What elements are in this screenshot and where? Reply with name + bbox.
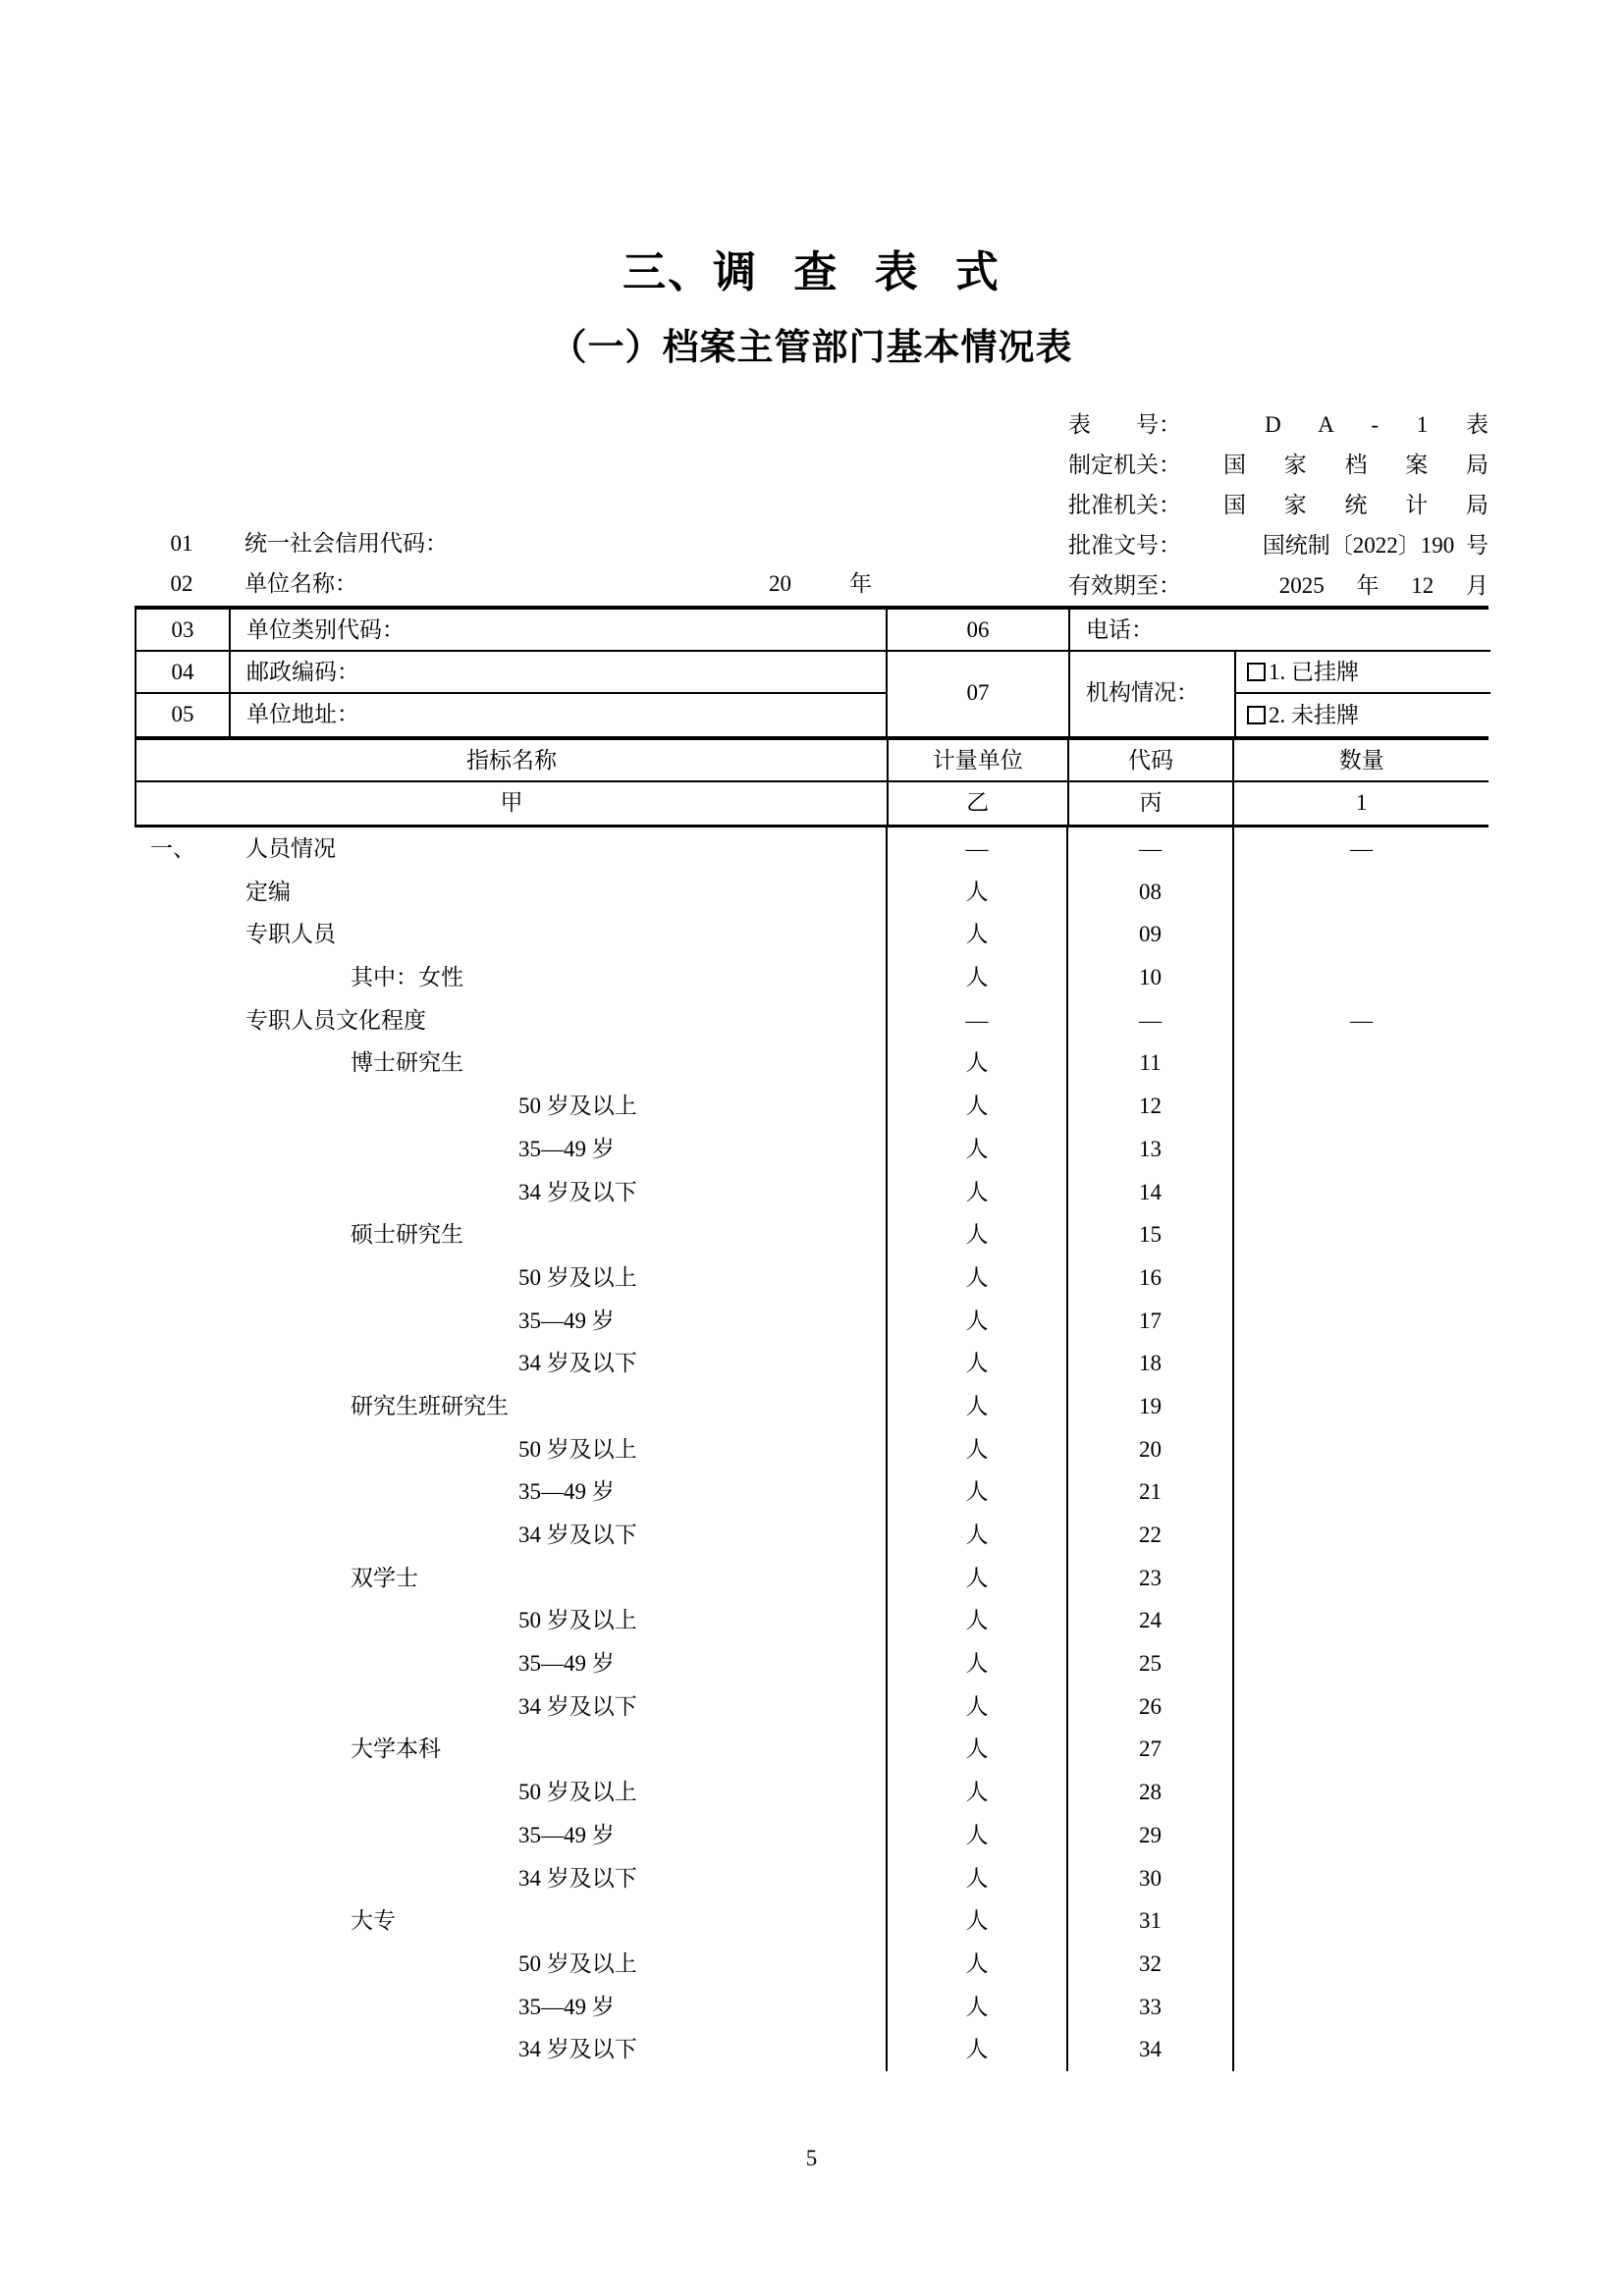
row-code: 17 [1068,1300,1234,1343]
row-quantity [1234,1428,1489,1471]
row-quantity [1234,1128,1489,1171]
row-unit: 人 [886,1041,1068,1085]
row-quantity [1234,1385,1489,1428]
row-unit: 人 [886,1857,1068,1900]
row-quantity [1234,1986,1489,2029]
postal-code-label: 邮政编码： [231,652,888,694]
row-quantity [1234,1685,1489,1729]
row-indicator-name: 人员情况 [245,836,336,861]
table-row [135,999,1489,1042]
row-code: 25 [1068,1642,1234,1685]
row-code: 23 [1068,1557,1234,1600]
row-indicator-name: 35—49 岁 [518,1308,615,1333]
main-table-header [135,740,1489,828]
row-quantity: — [1350,836,1373,861]
meta-line-approval-document [1068,525,1489,565]
column-header-quantity: 数量 [1338,748,1384,773]
row-indicator-name: 35—49 岁 [518,1136,615,1161]
field-row-01 [135,523,448,563]
table-row [135,1986,1489,2029]
table-row [135,2028,1489,2071]
row-code: 11 [1068,1041,1234,1085]
meta-label: 制定机关： [1068,453,1181,477]
row-unit: 人 [886,1599,1068,1642]
row-indicator-name: 34 岁及以下 [518,1693,637,1719]
field-number: 06 [888,610,1070,652]
row-quantity [1234,1899,1489,1943]
row-unit: 人 [886,1428,1068,1471]
table-row [135,1557,1489,1600]
subheader-yi: 乙 [887,782,1069,825]
row-code: — [1068,999,1234,1042]
pre-table-zone [135,404,1489,606]
table-row [135,1213,1489,1256]
page-title: 三、调 查 表 式 [623,248,1001,296]
meta-value: 国 家 档 案 局 [1223,453,1489,477]
row-unit: 人 [886,2028,1068,2071]
field-number: 01 [170,531,193,556]
row-unit: 人 [886,1685,1068,1729]
row-quantity [1234,913,1489,956]
field-number: 03 [136,610,231,652]
row-code: 27 [1068,1728,1234,1771]
subheader-1: 1 [1355,790,1368,815]
row-code: 13 [1068,1128,1234,1171]
row-code: — [1068,828,1234,871]
row-indicator-name: 专职人员文化程度 [245,1007,426,1033]
row-code: 21 [1068,1470,1234,1514]
meta-label: 批准文号： [1068,533,1181,558]
row-quantity [1234,1041,1489,1085]
row-section-prefix: 一、 [150,836,195,861]
column-header-unit: 计量单位 [887,740,1069,780]
row-code: 29 [1068,1814,1234,1857]
table-row [135,1171,1489,1214]
field-row-02 [135,563,1489,604]
row-code: 22 [1068,1514,1234,1557]
row-quantity [1234,1557,1489,1600]
table-row [135,1728,1489,1771]
subheader-row [136,782,1489,825]
row-quantity [1234,1814,1489,1857]
table-row [135,871,1489,914]
table-row [135,1300,1489,1343]
meta-line-issuing-agency [1068,445,1489,485]
field-number: 04 [136,652,231,694]
row-quantity: — [1350,1007,1373,1033]
page-subtitle: （一）档案主管部门基本情况表 [550,327,1073,367]
row-indicator-name: 34 岁及以下 [518,1351,637,1376]
info-table [135,606,1489,740]
meta-value: D A - 1 表 [1265,412,1489,437]
meta-label: 有效期至： [1068,573,1181,598]
row-code: 20 [1068,1428,1234,1471]
row-quantity [1234,1470,1489,1514]
row-code: 10 [1068,956,1234,999]
table-row [135,1943,1489,1986]
year-prefix: 20 [769,571,791,596]
org-status-option-2 [1236,694,1490,736]
row-code: 28 [1068,1771,1234,1814]
row-code: 18 [1068,1342,1234,1385]
row-unit: 人 [886,1171,1068,1214]
meta-line-approving-agency [1068,485,1489,525]
row-unit: 人 [886,956,1068,999]
field-number: 05 [136,694,231,736]
row-indicator-name: 研究生班研究生 [351,1393,509,1418]
row-indicator-name: 50 岁及以上 [518,1608,637,1633]
row-code: 14 [1068,1171,1234,1214]
row-quantity [1234,871,1489,914]
row-unit: 人 [886,1557,1068,1600]
row-quantity [1234,1342,1489,1385]
table-row [135,1857,1489,1900]
row-code: 09 [1068,913,1234,956]
row-indicator-name: 大学本科 [351,1736,441,1762]
row-indicator-name: 35—49 岁 [518,1994,615,2019]
row-indicator-name: 35—49 岁 [518,1479,615,1505]
row-unit: 人 [886,1986,1068,2029]
org-status-option-1 [1236,652,1490,694]
meta-label: 批准机关： [1068,493,1181,517]
row-unit: 人 [886,1943,1068,1986]
table-row [135,1256,1489,1300]
checkbox-label: 2. 未挂牌 [1269,703,1359,727]
row-quantity [1234,1256,1489,1300]
meta-line-form-number [1068,404,1489,445]
row-indicator-name: 50 岁及以上 [518,1780,637,1805]
row-unit: 人 [886,1470,1068,1514]
year-suffix: 年 [849,571,872,596]
row-quantity [1234,1728,1489,1771]
row-indicator-name: 其中：女性 [351,965,463,990]
table-row [135,913,1489,956]
row-unit: 人 [886,1514,1068,1557]
row-code: 34 [1068,2028,1234,2071]
row-quantity [1234,1213,1489,1256]
row-unit: 人 [886,1085,1068,1128]
row-unit: 人 [886,1256,1068,1300]
row-unit: 人 [886,1300,1068,1343]
table-row [135,1428,1489,1471]
table-row [135,1342,1489,1385]
row-unit: 人 [886,1385,1068,1428]
unit-address-label: 单位地址： [231,694,888,736]
checkbox-icon [1247,706,1266,724]
row-indicator-name: 50 岁及以上 [518,1436,637,1462]
table-row [135,1514,1489,1557]
row-indicator-name: 35—49 岁 [518,1822,615,1847]
unit-category-code-label: 单位类别代码： [231,610,888,652]
row-quantity [1234,1642,1489,1685]
row-unit: — [886,828,1068,871]
row-indicator-name: 34 岁及以下 [518,1179,637,1204]
row-code: 31 [1068,1899,1234,1943]
page-number: 5 [805,2145,818,2170]
row-indicator-name: 34 岁及以下 [518,1865,637,1891]
row-quantity [1234,1514,1489,1557]
row-indicator-name: 34 岁及以下 [518,1522,637,1547]
unit-name-label: 单位名称： [244,571,357,596]
row-quantity [1234,1599,1489,1642]
row-quantity [1234,956,1489,999]
row-indicator-name: 大专 [351,1908,396,1934]
table-row [135,1642,1489,1685]
row-quantity [1234,2028,1489,2071]
row-quantity [1234,1943,1489,1986]
table-row [135,1814,1489,1857]
subheader-jia: 甲 [500,790,523,815]
row-code: 08 [1068,871,1234,914]
meta-value: 2025 年 12 月 [1278,573,1489,598]
header-row [136,740,1489,782]
row-quantity [1234,1771,1489,1814]
table-row [135,1771,1489,1814]
row-code: 15 [1068,1213,1234,1256]
row-unit: 人 [886,1342,1068,1385]
table-row [135,956,1489,999]
table-row [135,1685,1489,1729]
checkbox-icon [1247,663,1266,681]
credit-code-label: 统一社会信用代码： [244,531,448,556]
row-quantity [1234,1085,1489,1128]
row-indicator-name: 专职人员 [245,922,336,947]
subheader-bing: 丙 [1069,782,1235,825]
row-code: 16 [1068,1256,1234,1300]
table-row [135,828,1489,871]
org-status-label: 机构情况： [1070,652,1236,736]
row-unit: 人 [886,871,1068,914]
row-unit: 人 [886,1771,1068,1814]
row-unit: 人 [886,1814,1068,1857]
table-row [135,1085,1489,1128]
row-code: 33 [1068,1986,1234,2029]
row-indicator-name: 50 岁及以上 [518,1950,637,1976]
meta-label: 表 号： [1068,412,1181,437]
row-unit: 人 [886,1128,1068,1171]
table-row [135,1599,1489,1642]
table-row [135,1470,1489,1514]
row-indicator-name: 硕士研究生 [351,1222,463,1248]
row-unit: 人 [886,1899,1068,1943]
table-row [135,1899,1489,1943]
row-quantity [1234,1857,1489,1900]
row-unit: 人 [886,1213,1068,1256]
column-header-indicator: 指标名称 [465,748,557,773]
row-unit: 人 [886,913,1068,956]
row-code: 26 [1068,1685,1234,1729]
row-unit: 人 [886,1642,1068,1685]
row-unit: — [886,999,1068,1042]
table-row [135,1041,1489,1085]
column-header-code: 代码 [1069,740,1235,780]
main-table-rows [135,828,1489,2071]
field-number: 02 [170,571,193,596]
checkbox-label: 1. 已挂牌 [1269,660,1359,684]
row-indicator-name: 定编 [245,879,291,904]
row-indicator-name: 50 岁及以上 [518,1094,637,1119]
phone-label: 电话： [1070,610,1490,652]
row-indicator-name: 双学士 [351,1565,418,1590]
row-code: 24 [1068,1599,1234,1642]
field-number: 07 [888,652,1070,736]
row-indicator-name: 34 岁及以下 [518,2037,637,2062]
row-quantity [1234,1300,1489,1343]
row-code: 32 [1068,1943,1234,1986]
row-unit: 人 [886,1728,1068,1771]
row-indicator-name: 35—49 岁 [518,1651,615,1677]
table-row [135,1385,1489,1428]
row-indicator-name: 50 岁及以上 [518,1264,637,1290]
table-row [135,1128,1489,1171]
row-code: 30 [1068,1857,1234,1900]
row-indicator-name: 博士研究生 [351,1050,463,1076]
meta-value: 国 家 统 计 局 [1223,493,1489,517]
meta-value: 国统制〔2022〕190 号 [1262,533,1489,558]
row-quantity [1234,1171,1489,1214]
row-code: 12 [1068,1085,1234,1128]
row-code: 19 [1068,1385,1234,1428]
